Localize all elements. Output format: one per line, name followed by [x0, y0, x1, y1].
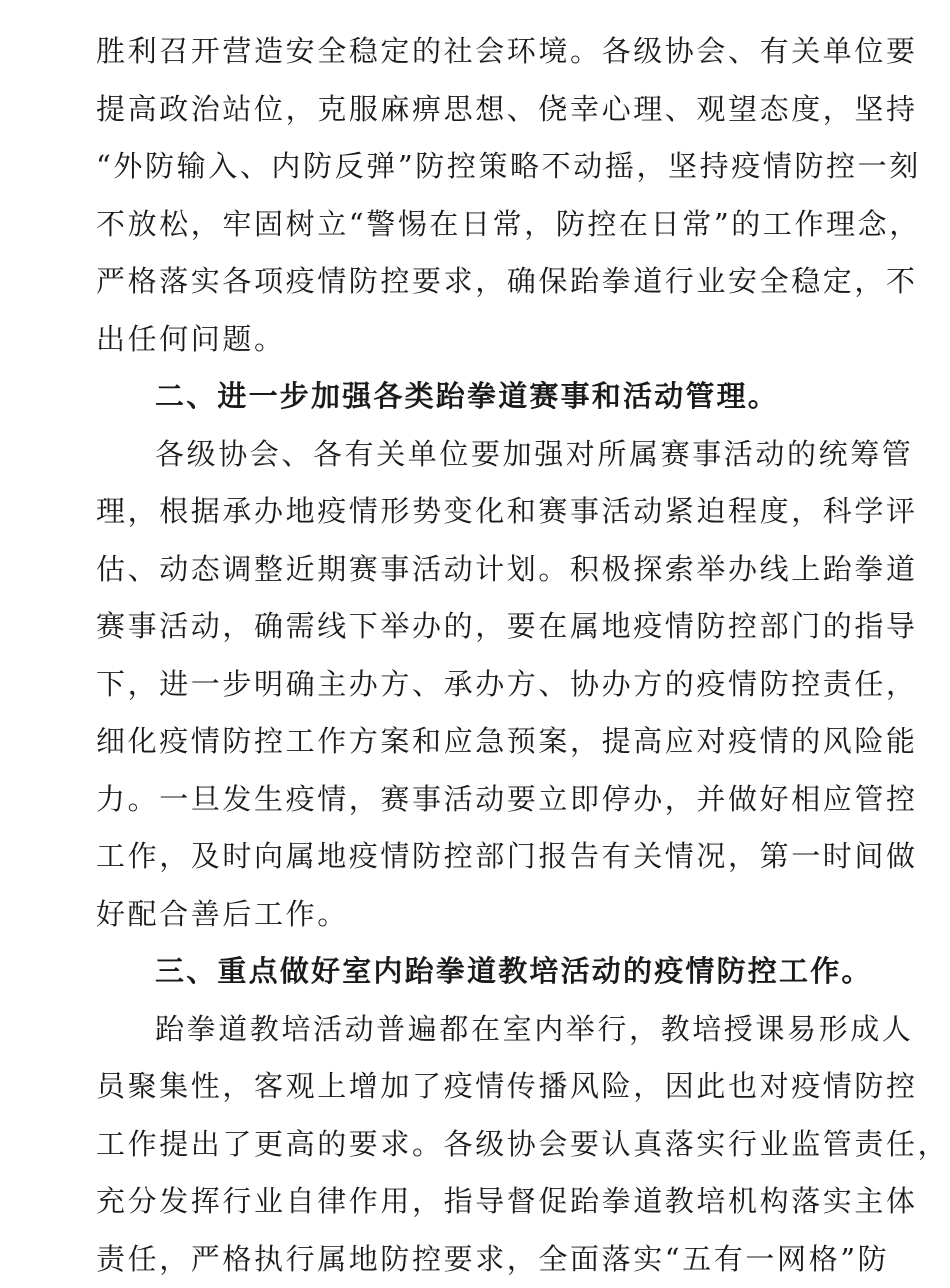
text-line: 提高政治站位，克服麻痹思想、侥幸心理、观望态度，坚持: [96, 91, 918, 126]
section-heading: 二、进一步加强各类跆拳道赛事和活动管理。: [155, 379, 780, 413]
text-line: 员聚集性，客观上增加了疫情传播风险，因此也对疫情防控: [96, 1069, 918, 1103]
text-line: 力。一旦发生疫情，赛事活动要立即停办，并做好相应管控: [96, 781, 918, 816]
text-line: 赛事活动，确需线下举办的，要在属地疫情防控部门的指导: [96, 609, 918, 643]
text-line: 责任，严格执行属地防控要求，全面落实“五有一网格”防: [96, 1241, 890, 1276]
text-line: “外防输入、内防反弹”防控策略不动摇，坚持疫情防控一刻: [96, 149, 921, 183]
text-line: 估、动态调整近期赛事活动计划。积极探索举办线上跆拳道: [96, 551, 918, 586]
text-line: 各级协会、各有关单位要加强对所属赛事活动的统筹管: [155, 436, 914, 471]
text-line: 好配合善后工作。: [96, 896, 349, 931]
text-line: 工作，及时向属地疫情防控部门报告有关情况，第一时间做: [96, 839, 918, 873]
text-line: 跆拳道教培活动普遍都在室内举行，教培授课易形成人: [155, 1011, 914, 1046]
text-line: 不放松，牢固树立“警惕在日常，防控在日常”的工作理念，: [96, 206, 921, 241]
section-heading: 三、重点做好室内跆拳道教培活动的疫情防控工作。: [155, 954, 873, 988]
text-line: 理，根据承办地疫情形势变化和赛事活动紧迫程度，科学评: [96, 494, 918, 528]
text-line: 严格落实各项疫情防控要求，确保跆拳道行业安全稳定，不: [96, 264, 918, 298]
text-line: 胜利召开营造安全稳定的社会环境。各级协会、有关单位要: [96, 34, 918, 68]
text-line: 充分发挥行业自律作用，指导督促跆拳道教培机构落实主体: [96, 1184, 918, 1218]
text-line: 工作提出了更高的要求。各级协会要认真落实行业监管责任，: [96, 1126, 950, 1161]
text-line: 下，进一步明确主办方、承办方、协办方的疫情防控责任，: [96, 666, 918, 701]
text-line: 出任何问题。: [96, 321, 286, 356]
text-line: 细化疫情防控工作方案和应急预案，提高应对疫情的风险能: [96, 724, 918, 758]
